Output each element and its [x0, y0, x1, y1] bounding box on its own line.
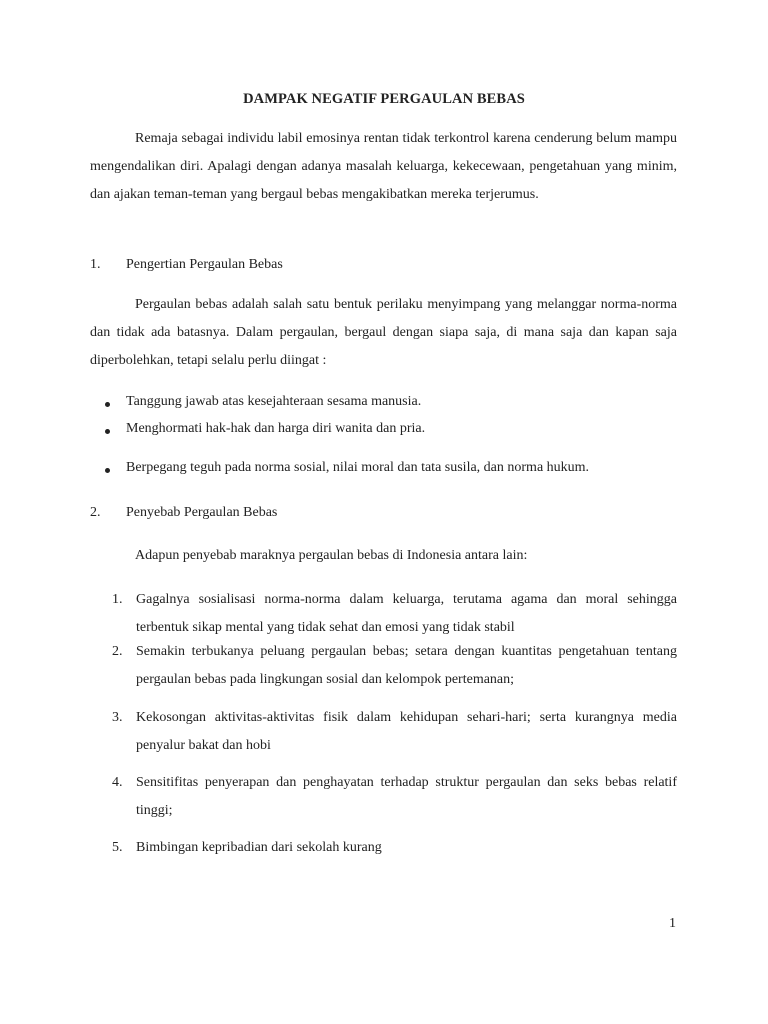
list-item-text: Kekosongan aktivitas-aktivitas fisik dalam kehidupan sehari-hari; serta kurangnya media penyalur bakat dan hobi	[136, 710, 677, 753]
page-number: 1	[669, 916, 676, 931]
bullet-text: Tanggung jawab atas kesejahteraan sesama manusia.	[126, 394, 422, 409]
bullet-item	[105, 394, 685, 414]
bullet-text: Menghormati hak-hak dan harga diri wanita dan pria.	[126, 421, 426, 436]
section-2-title: Penyebab Pergaulan Bebas	[126, 505, 278, 520]
causes-list	[112, 586, 677, 856]
section-1-title: Pengertian Pergaulan Bebas	[126, 257, 283, 272]
bullet-icon	[105, 402, 110, 407]
list-item-text: Gagalnya sosialisasi norma-norma dalam keluarga, terutama agama dan moral sehingga terbentuk sikap mental yang tidak sehat dan emosi yang tidak stabil	[136, 592, 677, 635]
bullet-icon	[105, 429, 110, 434]
list-item-text: Semakin terbukanya peluang pergaulan bebas; setara dengan kuantitas pengetahuan tentang pergaulan bebas pada lingkungan sosial dan kelompok pertemanan;	[136, 644, 677, 687]
bullet-icon	[105, 468, 110, 473]
bullet-item	[105, 421, 685, 441]
bullet-item	[105, 460, 685, 480]
section-1-heading	[90, 257, 690, 277]
list-item-number: 2.	[112, 644, 123, 659]
section-1-paragraph-text: Pergaulan bebas adalah salah satu bentuk perilaku menyimpang yang melanggar norma-norma dan tidak ada batasnya. Dalam pergaulan, bergaul dengan siapa saja, di mana saja dan kapan saja diperbolehkan, tetapi selalu perlu diingat :	[90, 297, 677, 368]
list-item-number: 3.	[112, 710, 123, 725]
list-item-text: Bimbingan kepribadian dari sekolah kurang	[136, 840, 382, 855]
section-2-number: 2.	[90, 505, 101, 520]
bullet-text: Berpegang teguh pada norma sosial, nilai moral dan tata susila, dan norma hukum.	[126, 460, 590, 475]
document-title: DAMPAK NEGATIF PERGAULAN BEBAS	[243, 91, 525, 107]
list-item-text: Sensitifitas penyerapan dan penghayatan terhadap struktur pergaulan dan seks bebas relatif tinggi;	[136, 775, 677, 818]
section-2-intro: Adapun penyebab maraknya pergaulan bebas di Indonesia antara lain:	[135, 548, 528, 563]
list-item-number: 5.	[112, 840, 123, 855]
intro-paragraph-text: Remaja sebagai individu labil emosinya rentan tidak terkontrol karena cenderung belum mampu mengendalikan diri. Apalagi dengan adanya masalah keluarga, kekecewaan, pengetahuan yang minim, dan ajakan teman-teman yang bergaul bebas mengakibatkan mereka terjerumus.	[90, 131, 677, 202]
list-item-number: 1.	[112, 592, 123, 607]
section-2-heading	[90, 505, 690, 525]
section-1-paragraph	[90, 291, 677, 375]
list-item-number: 4.	[112, 775, 123, 790]
section-1-number: 1.	[90, 257, 101, 272]
intro-paragraph	[90, 125, 677, 209]
